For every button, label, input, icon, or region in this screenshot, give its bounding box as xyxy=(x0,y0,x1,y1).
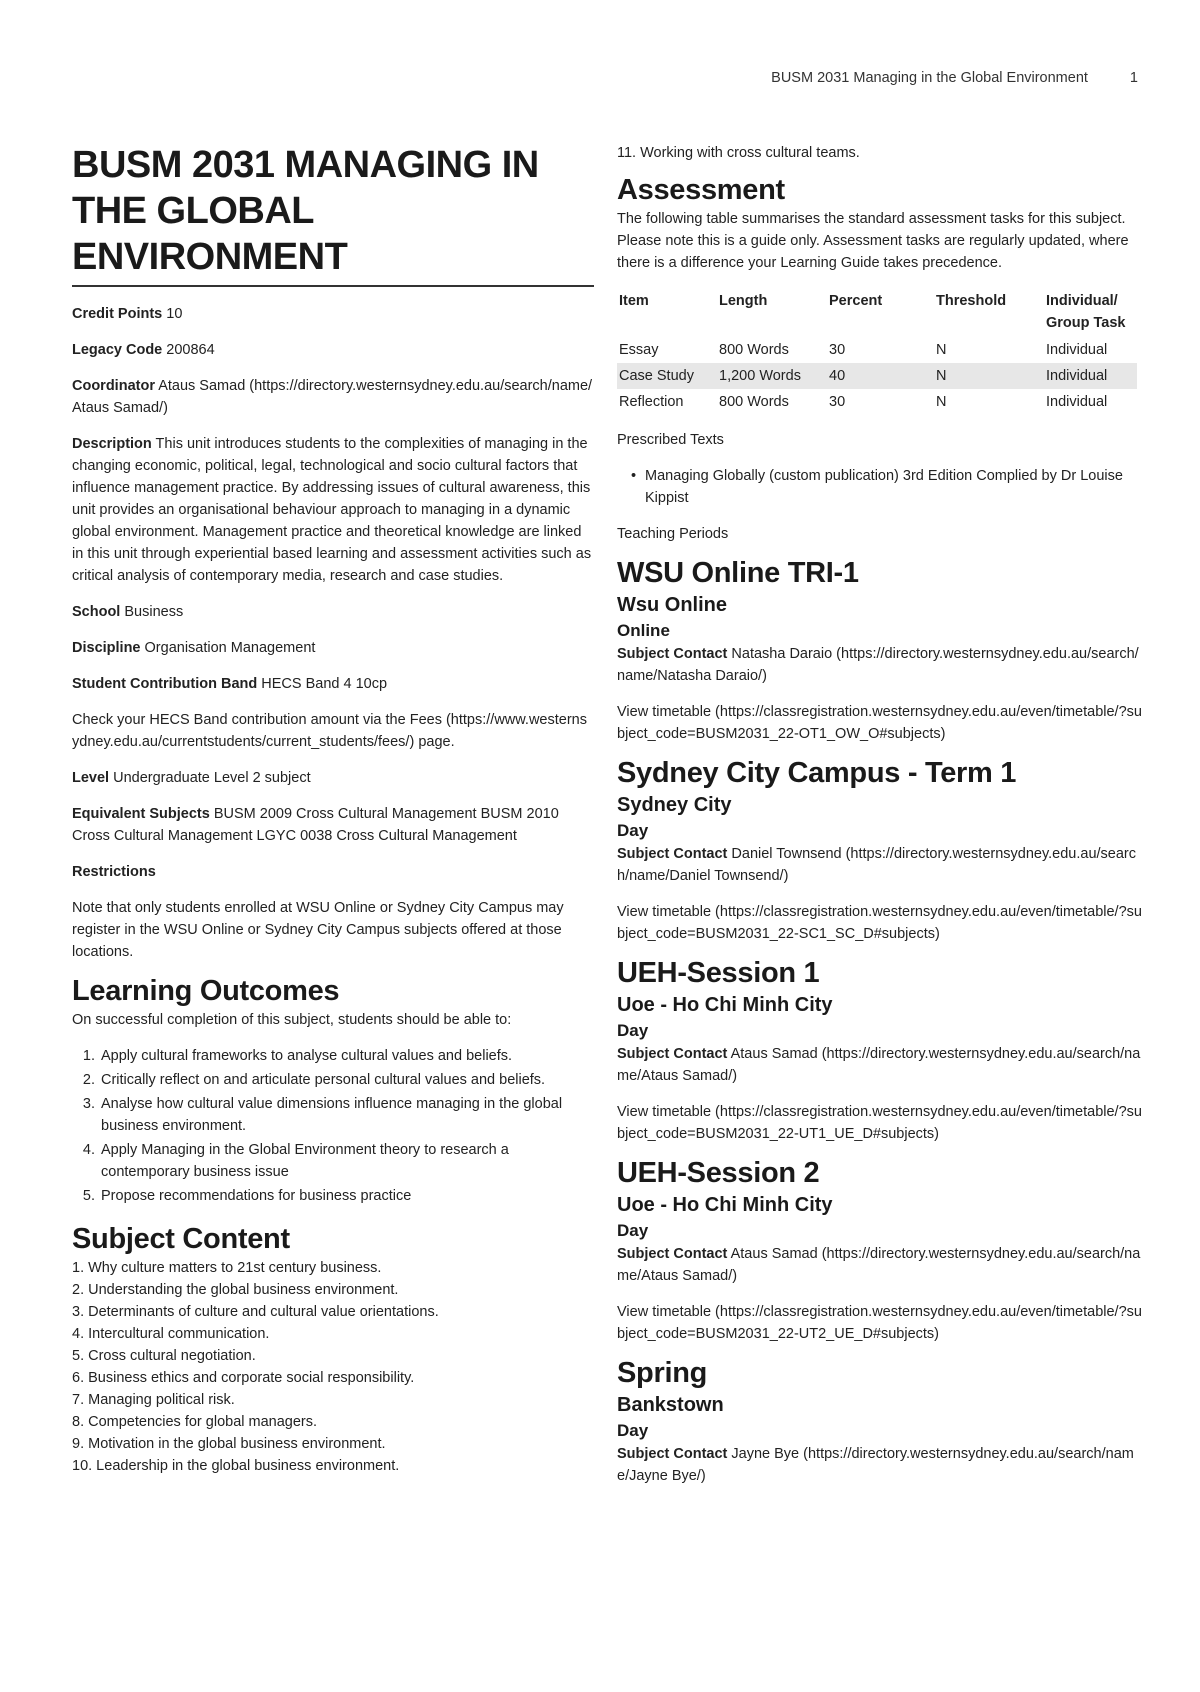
discipline-label: Discipline xyxy=(72,640,141,656)
description-label: Description xyxy=(72,436,152,452)
school xyxy=(72,601,594,623)
hecs-note[interactable]: Check your HECS Band contribution amount via the Fees (https://www.westernsydney.edu.au/currentstudents/current_students/fees/) page. xyxy=(72,712,587,750)
school-value: Business xyxy=(124,604,184,620)
table-cell: Individual xyxy=(1046,394,1108,410)
table-header-row xyxy=(617,288,1137,337)
level-value: Undergraduate Level 2 subject xyxy=(113,770,311,786)
learning-outcomes-intro: On successful completion of this subject, students should be able to: xyxy=(72,1012,512,1028)
assessment-intro: The following table summarises the standard assessment tasks for this subject. Please note this is a guide only. Assessment tasks are regularly updated, where there is a difference your Learning Guide takes precedence. xyxy=(617,211,1129,271)
assessment-heading: Assessment xyxy=(617,174,785,206)
teaching-periods-label: Teaching Periods xyxy=(617,526,729,542)
period-attendance: Day xyxy=(617,1421,649,1440)
table-cell: Individual xyxy=(1044,363,1137,389)
view-timetable-link[interactable]: View timetable (https://classregistration.westernsydney.edu.au/even/timetable/?subject_code=BUSM2031_22-UT1_UE_D#subjects) xyxy=(617,1104,1142,1142)
period-attendance: Day xyxy=(617,1021,649,1040)
period-campus: Sydney City xyxy=(617,794,732,816)
list-item: 1. Apply cultural frameworks to analyse cultural values and beliefs. xyxy=(99,1045,594,1067)
scb-value: HECS Band 4 10cp xyxy=(261,676,388,692)
list-item: 2. Understanding the global business environment. xyxy=(72,1282,399,1298)
table-cell: 40 xyxy=(827,363,934,389)
period-heading: WSU Online TRI-1 xyxy=(617,557,859,589)
learning-outcomes-heading: Learning Outcomes xyxy=(72,975,340,1007)
list-item: 2. Critically reflect on and articulate personal cultural values and beliefs. xyxy=(99,1069,594,1091)
subject-contact-label: Subject Contact xyxy=(617,1046,728,1062)
period-campus: Bankstown xyxy=(617,1394,724,1416)
period-heading: Sydney City Campus - Term 1 xyxy=(617,757,1017,789)
restrictions-note: Note that only students enrolled at WSU Online or Sydney City Campus may register in the WSU Online or Sydney City Campus subjects offered at those locations. xyxy=(72,900,564,960)
subject-contact xyxy=(617,643,1143,687)
credit-points-label: Credit Points xyxy=(72,306,163,322)
table-cell: Individual xyxy=(1046,342,1108,358)
subject-contact-label: Subject Contact xyxy=(617,1246,728,1262)
period-heading: Spring xyxy=(617,1357,708,1389)
view-timetable-link[interactable]: View timetable (https://classregistration.westernsydney.edu.au/even/timetable/?subject_code=BUSM2031_22-SC1_SC_D#subjects) xyxy=(617,904,1142,942)
period-campus: Uoe - Ho Chi Minh City xyxy=(617,994,833,1016)
coordinator xyxy=(72,375,594,419)
subject-contact-label: Subject Contact xyxy=(617,646,728,662)
credit-points-value: 10 xyxy=(166,306,183,322)
column-header: Item xyxy=(619,293,649,309)
assessment-table xyxy=(617,288,1137,415)
restrictions xyxy=(72,861,594,883)
discipline-value: Organisation Management xyxy=(144,640,316,656)
period-attendance: Online xyxy=(617,621,670,640)
subject-contact-link[interactable]: Natasha Daraio (https://directory.westernsydney.edu.au/search/name/Natasha Daraio/) xyxy=(617,646,1139,684)
list-item: 4. Intercultural communication. xyxy=(72,1326,270,1342)
view-timetable-link[interactable]: View timetable (https://classregistration.westernsydney.edu.au/even/timetable/?subject_code=BUSM2031_22-OT1_OW_O#subjects) xyxy=(617,704,1142,742)
table-cell: 30 xyxy=(829,394,846,410)
level-label: Level xyxy=(72,770,110,786)
period-attendance: Day xyxy=(617,1221,649,1240)
column-header: Individual/ Group Task xyxy=(1046,293,1126,331)
period-heading: UEH-Session 1 xyxy=(617,957,820,989)
scb-label: Student Contribution Band xyxy=(72,676,258,692)
school-label: School xyxy=(72,604,121,620)
prescribed-texts-list xyxy=(617,465,1143,509)
period-heading: UEH-Session 2 xyxy=(617,1157,820,1189)
subject-contact xyxy=(617,843,1143,887)
running-title: BUSM 2031 Managing in the Global Environment xyxy=(771,70,1088,86)
column-header: Threshold xyxy=(936,293,1007,309)
subject-contact-link[interactable]: Ataus Samad (https://directory.westernsydney.edu.au/search/name/Ataus Samad/) xyxy=(617,1246,1141,1284)
subject-contact-link[interactable]: Jayne Bye (https://directory.westernsydney.edu.au/search/name/Jayne Bye/) xyxy=(617,1446,1134,1484)
right-column xyxy=(617,142,1143,1487)
subject-contact xyxy=(617,1043,1143,1087)
page-number: 1 xyxy=(1129,70,1138,86)
equivalent-subjects xyxy=(72,803,594,847)
legacy-code-label: Legacy Code xyxy=(72,342,163,358)
learning-outcomes-list xyxy=(72,1045,594,1207)
table-cell: Reflection xyxy=(619,394,684,410)
equivalent-value: BUSM 2009 Cross Cultural Management BUSM 2010 Cross Cultural Management LGYC 0038 Cross Cultural Management xyxy=(72,806,559,844)
student-contribution-band xyxy=(72,673,594,695)
list-item: 1. Why culture matters to 21st century business. xyxy=(72,1260,382,1276)
legacy-code xyxy=(72,339,594,361)
period-attendance: Day xyxy=(617,821,649,840)
table-cell: 1,200 Words xyxy=(717,363,827,389)
left-column xyxy=(72,142,594,1477)
list-item: 3. Determinants of culture and cultural value orientations. xyxy=(72,1304,439,1320)
running-header xyxy=(771,70,1138,86)
restrictions-label: Restrictions xyxy=(72,864,156,880)
list-item: 4. Apply Managing in the Global Environment theory to research a contemporary business issue xyxy=(99,1139,594,1183)
prescribed-texts-label: Prescribed Texts xyxy=(617,432,724,448)
discipline xyxy=(72,637,594,659)
coordinator-link[interactable]: Ataus Samad (https://directory.westernsydney.edu.au/search/name/Ataus Samad/) xyxy=(72,378,593,416)
page-title: BUSM 2031 MANAGING IN THE GLOBAL ENVIRONMENT xyxy=(72,142,594,287)
list-item: 9. Motivation in the global business environment. xyxy=(72,1436,386,1452)
list-item: 7. Managing political risk. xyxy=(72,1392,235,1408)
list-item: 3. Analyse how cultural value dimensions influence managing in the global business environment. xyxy=(99,1093,594,1137)
list-item: 8. Competencies for global managers. xyxy=(72,1414,318,1430)
period-campus: Uoe - Ho Chi Minh City xyxy=(617,1194,833,1216)
table-cell: N xyxy=(936,342,947,358)
table-cell: Essay xyxy=(619,342,659,358)
table-cell: 800 Words xyxy=(719,394,789,410)
list-item: 10. Leadership in the global business environment. xyxy=(72,1458,400,1474)
table-cell: 800 Words xyxy=(719,342,789,358)
coordinator-label: Coordinator xyxy=(72,378,155,394)
description-text: This unit introduces students to the complexities of managing in the changing economic, political, legal, technological and socio cultural factors that influence management practice. By addressing issues of cultural awareness, this unit provides an organisational behaviour approach to managing in a dynamic global environment. Management practice and theoretical knowledge are linked in this unit through experiential based learning and assessment activities such as critical analysis of contemporary media, research and case studies. xyxy=(72,436,592,584)
list-item: 5. Propose recommendations for business practice xyxy=(99,1185,594,1207)
table-cell: Case Study xyxy=(617,363,717,389)
table-row xyxy=(617,389,1137,415)
subject-contact-link[interactable]: Ataus Samad (https://directory.westernsydney.edu.au/search/name/Ataus Samad/) xyxy=(617,1046,1141,1084)
table-cell: 30 xyxy=(829,342,846,358)
column-header: Percent xyxy=(829,293,883,309)
table-cell: N xyxy=(936,394,947,410)
subject-content-list xyxy=(72,1257,594,1477)
subject-contact xyxy=(617,1243,1143,1287)
list-item: 5. Cross cultural negotiation. xyxy=(72,1348,256,1364)
table-row xyxy=(617,337,1137,363)
list-item: 11. Working with cross cultural teams. xyxy=(617,145,860,161)
list-item: • Managing Globally (custom publication) 3rd Edition Complied by Dr Louise Kippist xyxy=(631,465,1143,509)
legacy-code-value: 200864 xyxy=(166,342,215,358)
credit-points xyxy=(72,303,594,325)
view-timetable-link[interactable]: View timetable (https://classregistration.westernsydney.edu.au/even/timetable/?subject_code=BUSM2031_22-UT2_UE_D#subjects) xyxy=(617,1304,1142,1342)
list-item: 6. Business ethics and corporate social responsibility. xyxy=(72,1370,415,1386)
table-row xyxy=(617,363,1137,389)
subject-contact-label: Subject Contact xyxy=(617,1446,728,1462)
period-campus: Wsu Online xyxy=(617,594,727,616)
level xyxy=(72,767,594,789)
table-cell: N xyxy=(934,363,1044,389)
subject-contact xyxy=(617,1443,1143,1487)
column-header: Length xyxy=(719,293,768,309)
equivalent-label: Equivalent Subjects xyxy=(72,806,210,822)
description xyxy=(72,433,594,587)
subject-contact-link[interactable]: Daniel Townsend (https://directory.westernsydney.edu.au/search/name/Daniel Townsend/) xyxy=(617,846,1137,884)
subject-contact-label: Subject Contact xyxy=(617,846,728,862)
subject-content-heading: Subject Content xyxy=(72,1223,290,1255)
